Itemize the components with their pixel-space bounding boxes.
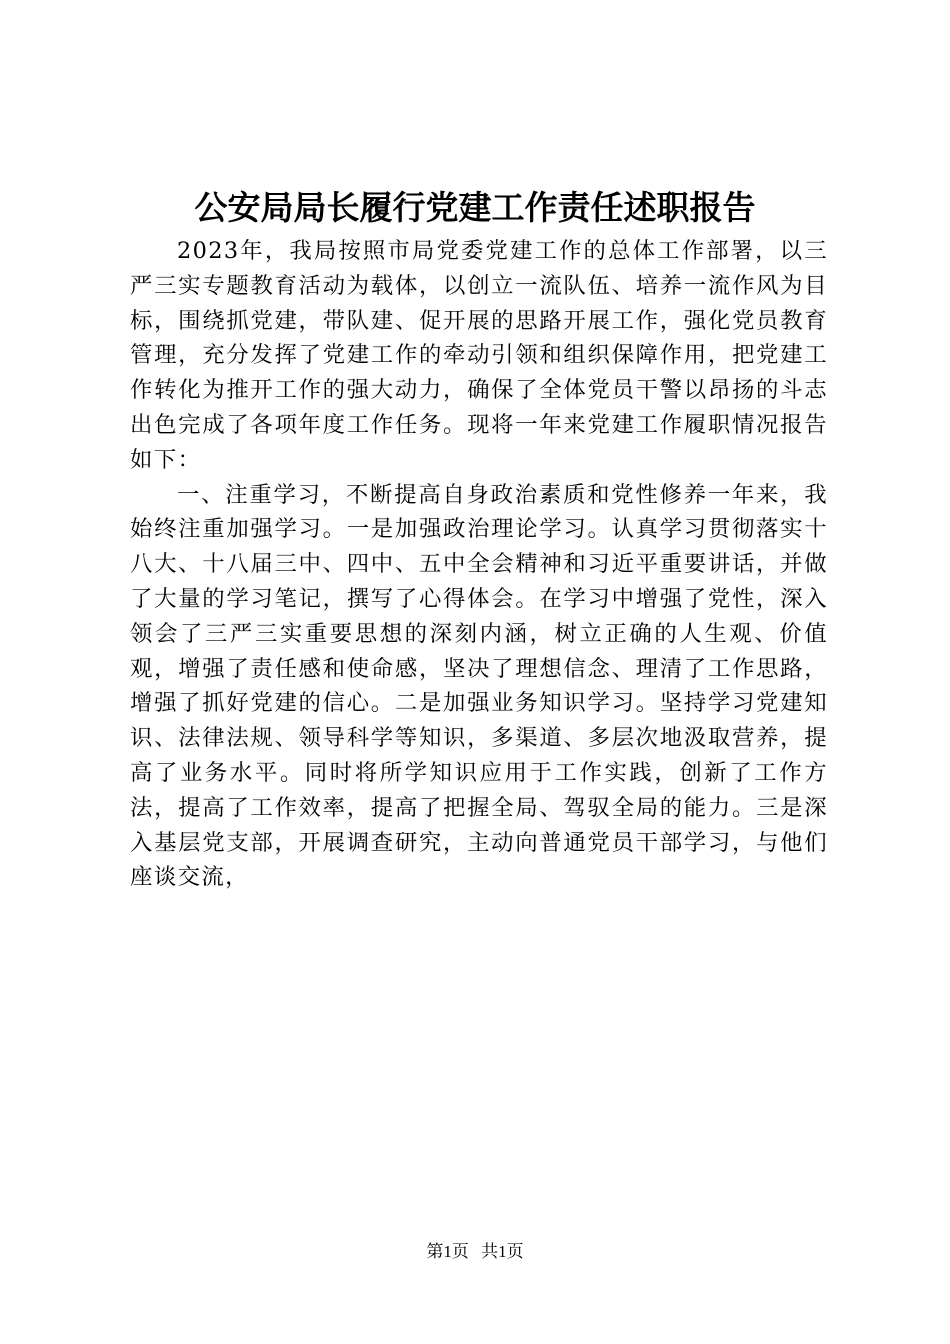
page-number: 第1页	[426, 1242, 469, 1261]
document-title: 公安局局长履行党建工作责任述职报告	[194, 188, 756, 227]
page-total: 共1页	[481, 1242, 524, 1261]
paragraph-intro: 2023年，我局按照市局党委党建工作的总体工作部署，以三严三实专题教育活动为载体，以创立一流队伍、培养一流作风为目标，围绕抓党建，带队建、促开展的思路开展工作，强化党员教育管理，充分发挥了党建工作的牵动引领和组织保障作用，把党建工作转化为推开工作的强大动力，确保了全体党员干警以昂扬的斗志出色完成了各项年度工作任务。现将一年来党建工作履职情况报告如下：	[130, 238, 828, 473]
document-body	[130, 234, 828, 895]
page-footer	[0, 1240, 950, 1264]
paragraph-section-one: 一、注重学习，不断提高自身政治素质和党性修养一年来，我始终注重加强学习。一是加强政治理论学习。认真学习贯彻落实十八大、十八届三中、四中、五中全会精神和习近平重要讲话，并做了大量的学习笔记，撰写了心得体会。在学习中增强了党性，深入领会了三严三实重要思想的深刻内涵，树立正确的人生观、价值观，增强了责任感和使命感，坚决了理想信念、理清了工作思路，增强了抓好党建的信心。二是加强业务知识学习。坚持学习党建知识、法律法规、领导科学等知识，多渠道、多层次地汲取营养，提高了业务水平。同时将所学知识应用于工作实践，创新了工作方法，提高了工作效率，提高了把握全局、驾驭全局的能力。三是深入基层党支部，开展调查研究，主动向普通党员干部学习，与他们座谈交流，	[130, 481, 828, 891]
